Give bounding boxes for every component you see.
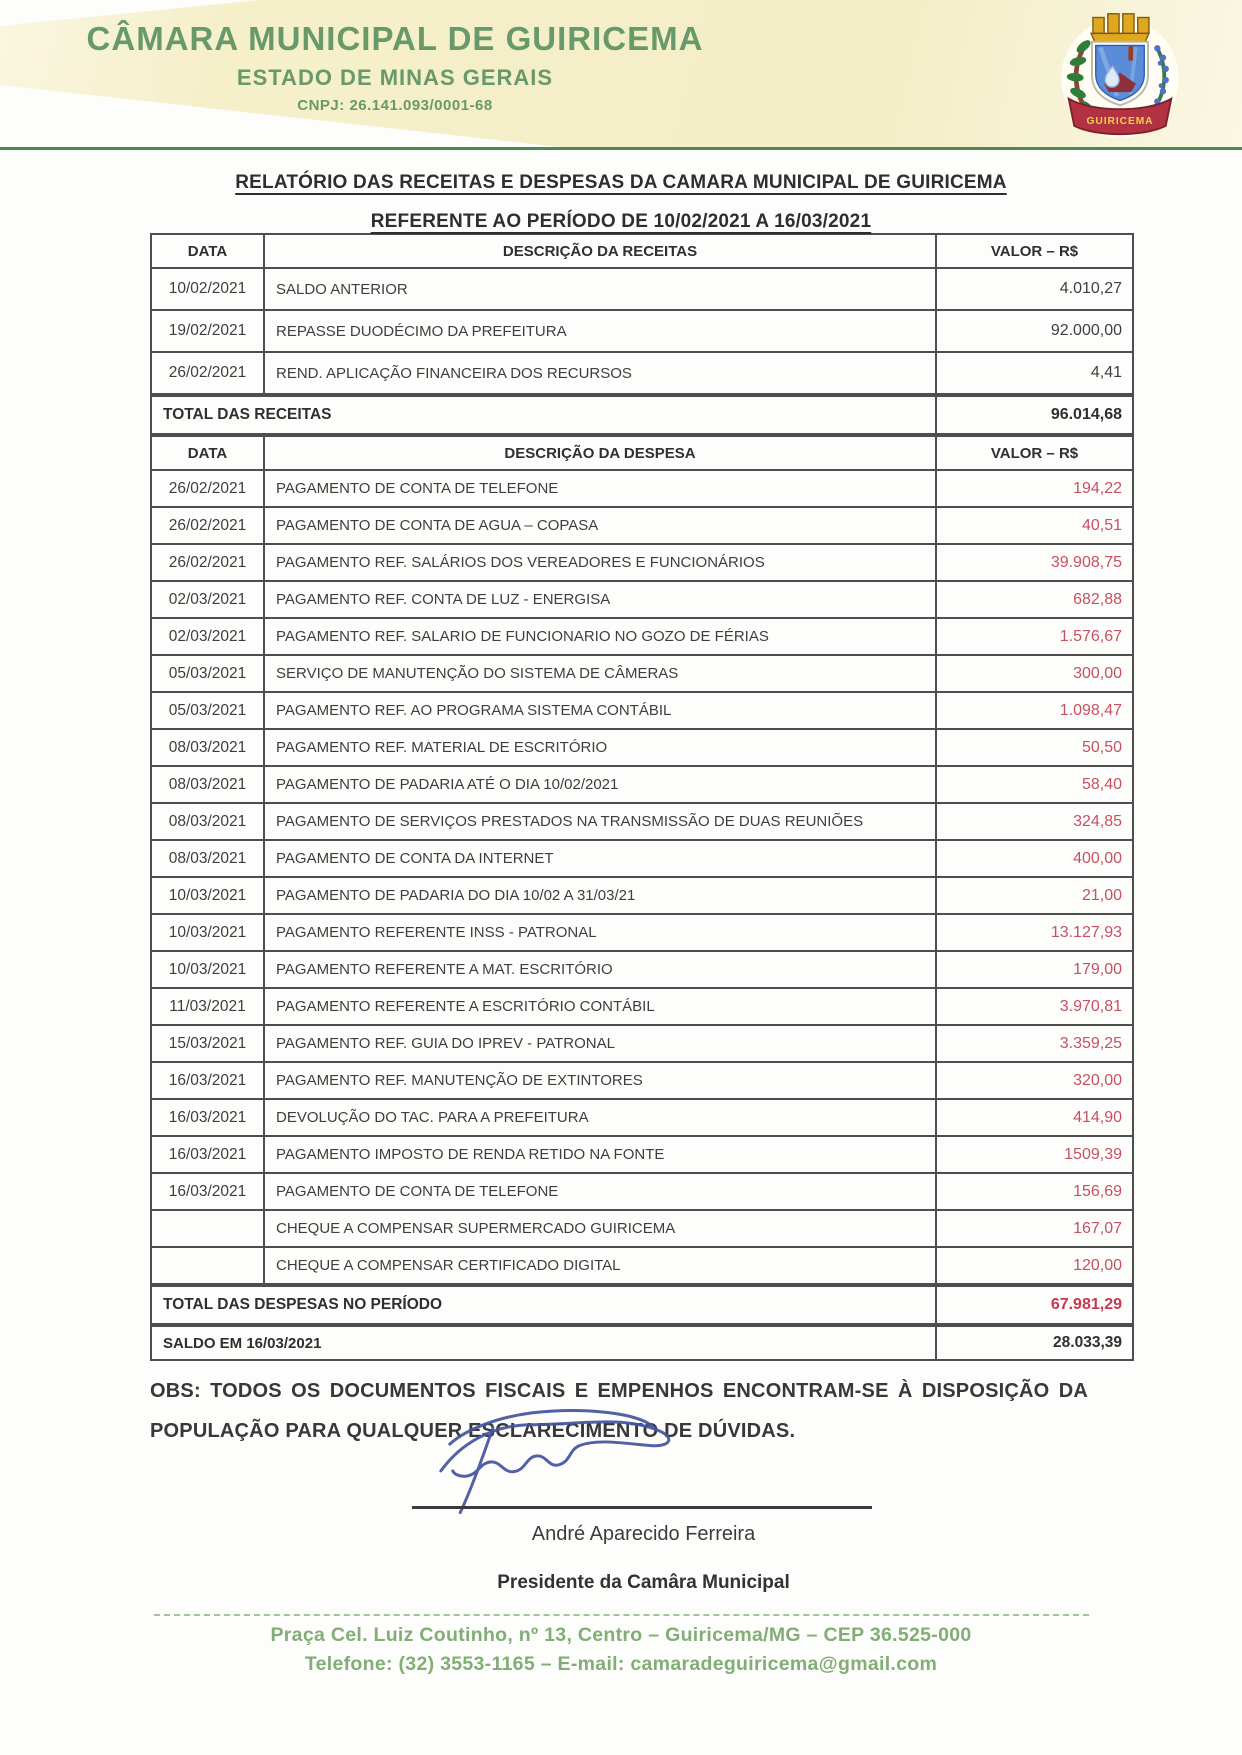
cell-date: 11/03/2021 [151,988,264,1025]
cell-valor: 300,00 [936,655,1133,692]
total-receitas-label: TOTAL DAS RECEITAS [151,396,936,434]
report-period: REFERENTE AO PERÍODO DE 10/02/2021 A 16/03/2021 [370,211,872,232]
table-row [151,1136,1133,1173]
coat-of-arms-logo [1050,2,1190,145]
shield-icon [1092,42,1148,105]
cell-date: 05/03/2021 [151,692,264,729]
column-header-valor: VALOR – R$ [936,234,1133,268]
receitas-table [150,233,1134,395]
cell-descricao: PAGAMENTO DE CONTA DE AGUA – COPASA [264,507,936,544]
org-cnpj: CNPJ: 26.141.093/0001-68 [297,97,493,114]
cell-descricao: PAGAMENTO REF. SALARIO DE FUNCIONARIO NO GOZO DE FÉRIAS [264,618,936,655]
table-row [151,914,1133,951]
column-header-data: DATA [151,436,264,470]
table-row [151,268,1133,310]
cell-valor: 120,00 [936,1247,1133,1284]
saldo-label: SALDO EM 16/03/2021 [151,1326,936,1360]
cell-descricao: PAGAMENTO DE PADARIA DO DIA 10/02 A 31/03/21 [264,877,936,914]
cell-date: 16/03/2021 [151,1062,264,1099]
column-header-data: DATA [151,234,264,268]
column-header-descricao: DESCRIÇÃO DA DESPESA [264,436,936,470]
table-row [151,840,1133,877]
cell-date: 16/03/2021 [151,1173,264,1210]
table-row [151,729,1133,766]
cell-descricao: REPASSE DUODÉCIMO DA PREFEITURA [264,310,936,352]
table-row [151,352,1133,394]
despesas-header-row [151,436,1133,470]
signature-line [412,1506,872,1509]
cell-valor: 4,41 [936,352,1133,394]
cell-descricao: PAGAMENTO DE CONTA DA INTERNET [264,840,936,877]
table-row [151,766,1133,803]
table-row [151,1062,1133,1099]
cell-date: 10/03/2021 [151,914,264,951]
table-row [151,1326,1133,1360]
cell-date [151,1210,264,1247]
cell-valor: 682,88 [936,581,1133,618]
cell-date: 08/03/2021 [151,729,264,766]
cell-date: 15/03/2021 [151,1025,264,1062]
table-row [151,581,1133,618]
cell-date: 26/02/2021 [151,470,264,507]
cell-descricao: PAGAMENTO REF. CONTA DE LUZ - ENERGISA [264,581,936,618]
table-row [151,1210,1133,1247]
cell-descricao: REND. APLICAÇÃO FINANCEIRA DOS RECURSOS [264,352,936,394]
cell-valor: 13.127,93 [936,914,1133,951]
cell-date: 02/03/2021 [151,581,264,618]
cell-descricao: PAGAMENTO REF. MANUTENÇÃO DE EXTINTORES [264,1062,936,1099]
footer-address: Praça Cel. Luiz Coutinho, nº 13, Centro – Guiricema/MG – CEP 36.525-000 [270,1624,972,1646]
table-row [151,507,1133,544]
table-row [151,1025,1133,1062]
table-row [151,1173,1133,1210]
cell-valor: 179,00 [936,951,1133,988]
table-row [151,470,1133,507]
cell-valor: 324,85 [936,803,1133,840]
footer-divider [154,1614,1089,1616]
org-state: ESTADO DE MINAS GERAIS [236,65,554,90]
cell-descricao: CHEQUE A COMPENSAR SUPERMERCADO GUIRICEMA [264,1210,936,1247]
cell-valor: 58,40 [936,766,1133,803]
cell-date: 10/03/2021 [151,877,264,914]
cell-descricao: DEVOLUÇÃO DO TAC. PARA A PREFEITURA [264,1099,936,1136]
receitas-header-row [151,234,1133,268]
cell-date: 08/03/2021 [151,840,264,877]
table-row [151,951,1133,988]
saldo-row [150,1325,1134,1361]
table-row [151,618,1133,655]
cell-valor: 400,00 [936,840,1133,877]
cell-date: 19/02/2021 [151,310,264,352]
footer-contact: Telefone: (32) 3553-1165 – E-mail: camaradeguiricema@gmail.com [304,1653,938,1675]
saldo-value: 28.033,39 [936,1326,1133,1360]
signer-role: Presidente da Camâra Municipal [497,1572,790,1593]
cell-date: 02/03/2021 [151,618,264,655]
report-title: RELATÓRIO DAS RECEITAS E DESPESAS DA CAMARA MUNICIPAL DE GUIRICEMA [235,172,1007,193]
total-despesas-row [150,1285,1134,1325]
table-row [151,655,1133,692]
cell-valor: 194,22 [936,470,1133,507]
cell-valor: 156,69 [936,1173,1133,1210]
cell-valor: 4.010,27 [936,268,1133,310]
letterhead [0,0,1242,150]
cell-date [151,1247,264,1284]
table-row [151,310,1133,352]
cell-descricao: PAGAMENTO REFERENTE A ESCRITÓRIO CONTÁBIL [264,988,936,1025]
cell-descricao: PAGAMENTO REFERENTE A MAT. ESCRITÓRIO [264,951,936,988]
letterhead-text [42,20,748,114]
cell-date: 26/02/2021 [151,352,264,394]
cell-date: 16/03/2021 [151,1099,264,1136]
cell-valor: 1.576,67 [936,618,1133,655]
cell-descricao: PAGAMENTO DE CONTA DE TELEFONE [264,470,936,507]
cell-date: 10/02/2021 [151,268,264,310]
cell-date: 26/02/2021 [151,507,264,544]
cell-valor: 21,00 [936,877,1133,914]
cell-date: 16/03/2021 [151,1136,264,1173]
column-header-valor: VALOR – R$ [936,436,1133,470]
total-despesas-label: TOTAL DAS DESPESAS NO PERÍODO [151,1286,936,1324]
cell-valor: 414,90 [936,1099,1133,1136]
total-receitas-row [150,395,1134,435]
table-row [151,396,1133,434]
cell-valor: 50,50 [936,729,1133,766]
cell-valor: 167,07 [936,1210,1133,1247]
table-row [151,803,1133,840]
table-row [151,877,1133,914]
cell-descricao: SALDO ANTERIOR [264,268,936,310]
table-row [151,544,1133,581]
cell-date: 26/02/2021 [151,544,264,581]
cell-date: 10/03/2021 [151,951,264,988]
cell-descricao: CHEQUE A COMPENSAR CERTIFICADO DIGITAL [264,1247,936,1284]
table-row [151,1247,1133,1284]
cell-descricao: PAGAMENTO REF. MATERIAL DE ESCRITÓRIO [264,729,936,766]
cell-descricao: PAGAMENTO REF. AO PROGRAMA SISTEMA CONTÁBIL [264,692,936,729]
cell-valor: 320,00 [936,1062,1133,1099]
cell-descricao: PAGAMENTO DE SERVIÇOS PRESTADOS NA TRANSMISSÃO DE DUAS REUNIÕES [264,803,936,840]
cell-descricao: SERVIÇO DE MANUTENÇÃO DO SISTEMA DE CÂMERAS [264,655,936,692]
signer-name: André Aparecido Ferreira [531,1523,756,1545]
cell-valor: 1509,39 [936,1136,1133,1173]
total-despesas-value: 67.981,29 [936,1286,1133,1324]
despesas-table [150,435,1134,1285]
obs-note: OBS: TODOS OS DOCUMENTOS FISCAIS E EMPENHOS ENCONTRAM-SE À DISPOSIÇÃO DA POPULAÇÃO PARA QUALQUER ESCLARECIMENTO DE DÚVIDAS. [150,1380,1088,1442]
cell-date: 08/03/2021 [151,766,264,803]
cell-descricao: PAGAMENTO REF. SALÁRIOS DOS VEREADORES E FUNCIONÁRIOS [264,544,936,581]
table-row [151,1099,1133,1136]
column-header-descricao: DESCRIÇÃO DA RECEITAS [264,234,936,268]
banner-text: GUIRICEMA [1086,115,1154,127]
cell-descricao: PAGAMENTO DE PADARIA ATÉ O DIA 10/02/2021 [264,766,936,803]
table-row [151,1286,1133,1324]
cell-valor: 3.359,25 [936,1025,1133,1062]
org-name: CÂMARA MUNICIPAL DE GUIRICEMA [86,20,704,57]
cell-descricao: PAGAMENTO DE CONTA DE TELEFONE [264,1173,936,1210]
signature-area [412,1463,872,1509]
cell-date: 05/03/2021 [151,655,264,692]
table-row [151,988,1133,1025]
total-receitas-value: 96.014,68 [936,396,1133,434]
cell-valor: 39.908,75 [936,544,1133,581]
cell-valor: 1.098,47 [936,692,1133,729]
table-row [151,692,1133,729]
cell-date: 08/03/2021 [151,803,264,840]
cell-descricao: PAGAMENTO IMPOSTO DE RENDA RETIDO NA FONTE [264,1136,936,1173]
cell-valor: 92.000,00 [936,310,1133,352]
cell-descricao: PAGAMENTO REF. GUIA DO IPREV - PATRONAL [264,1025,936,1062]
cell-valor: 40,51 [936,507,1133,544]
cell-valor: 3.970,81 [936,988,1133,1025]
signature-scribble [420,1399,688,1519]
cell-descricao: PAGAMENTO REFERENTE INSS - PATRONAL [264,914,936,951]
